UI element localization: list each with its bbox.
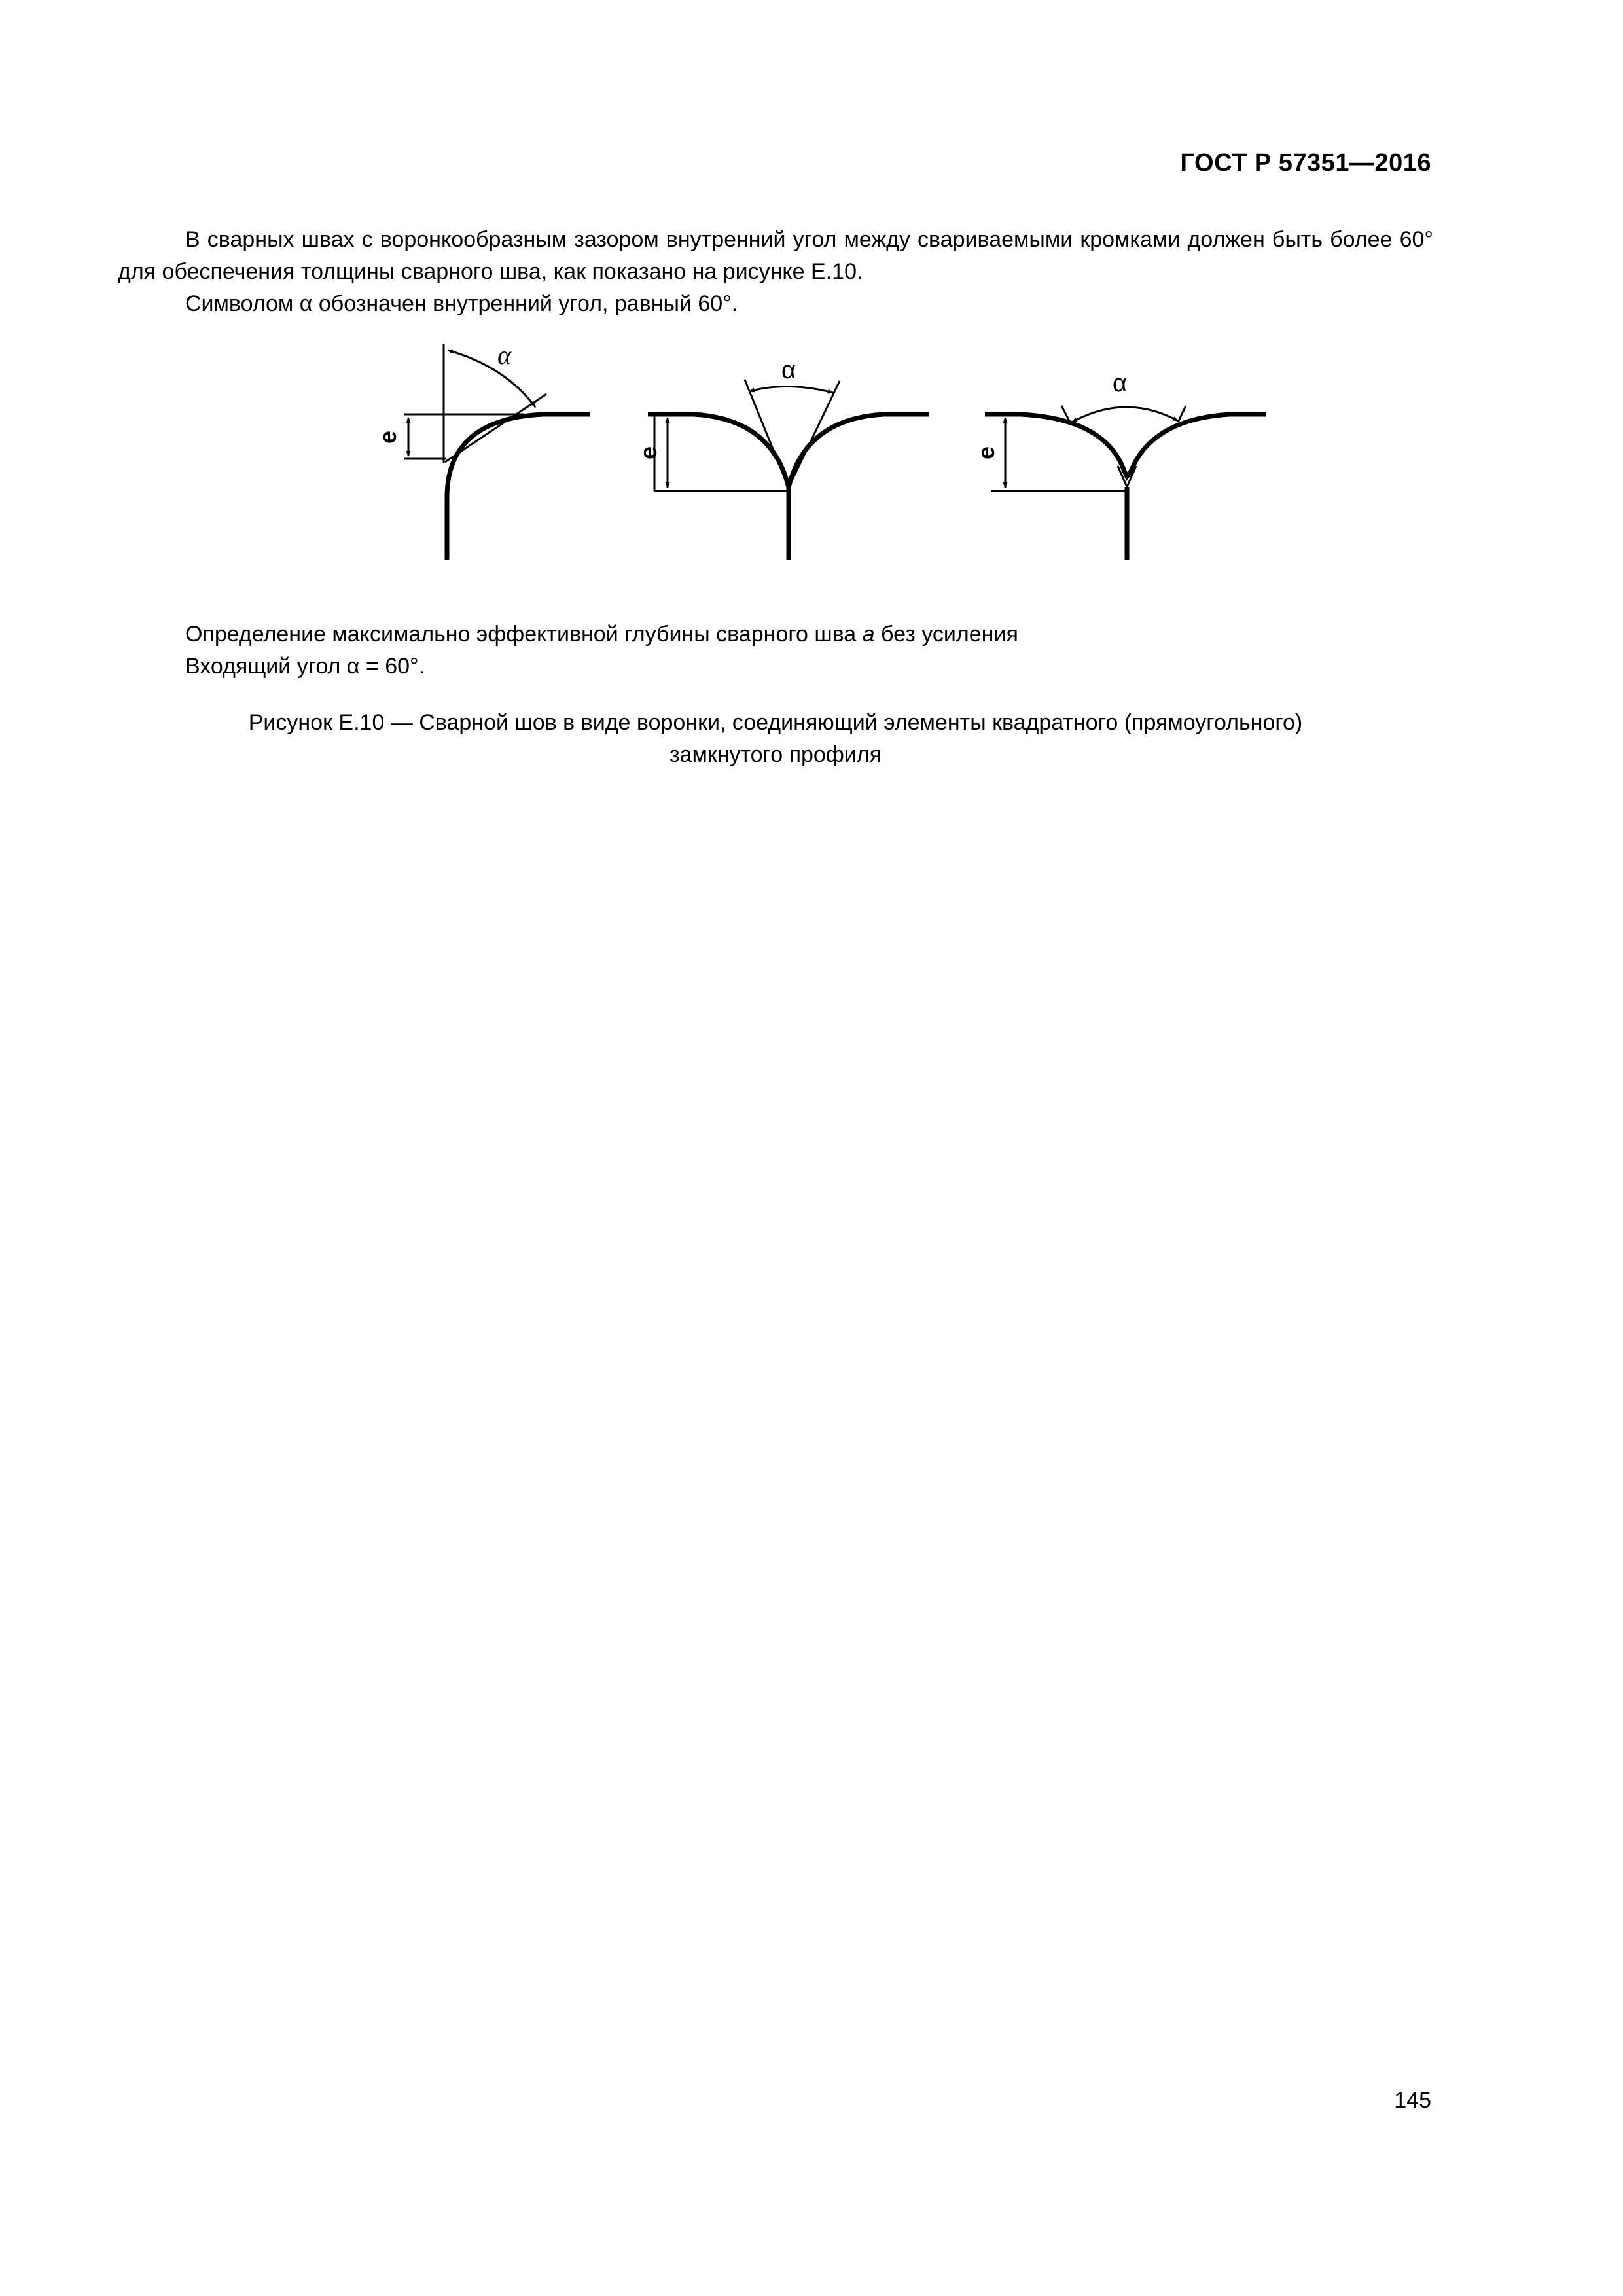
alpha-definition-paragraph: Символом α обозначен внутренний угол, равный 60°. xyxy=(185,291,738,316)
note-text-after: без усиления xyxy=(874,622,1018,647)
angle-arc xyxy=(1072,407,1178,422)
depth-label-2: e xyxy=(635,446,662,460)
note-max-depth xyxy=(185,619,1429,651)
weld-diagram xyxy=(0,0,1623,589)
right-tick xyxy=(1178,406,1186,422)
profile-outline xyxy=(985,414,1266,476)
weld-figure xyxy=(0,0,1623,589)
figure-notes xyxy=(185,619,1429,683)
profile-outline xyxy=(447,414,590,560)
note-symbol-a: a xyxy=(862,622,875,647)
right-tangent-line xyxy=(789,381,840,488)
diagram-v-weld xyxy=(648,380,929,560)
angle-arc xyxy=(448,350,535,407)
angle-arc xyxy=(749,386,833,393)
depth-label-1: e xyxy=(374,430,401,444)
note-text-before: Определение максимально эффективной глубины сварного шва xyxy=(185,622,863,647)
intro-paragraph: В сварных швах с воронкообразным зазором внутренний угол между свариваемыми кромками должен быть более 60° для обеспечения толщины сварного шва, как показано на рисунке Е.10. xyxy=(118,227,1433,284)
standard-code-header: ГОСТ Р 57351—2016 xyxy=(1180,149,1431,177)
diagram-corner-weld xyxy=(404,344,590,560)
diagram-flared-weld xyxy=(985,406,1266,560)
note-entry-angle: Входящий угол α = 60°. xyxy=(185,654,425,679)
figure-caption xyxy=(118,707,1433,771)
alpha-label-2: α xyxy=(781,357,796,384)
caption-line-1: Рисунок Е.10 — Сварной шов в виде воронки, соединяющий элементы квадратного (прямоугольного) xyxy=(248,710,1303,735)
depth-label-3: e xyxy=(972,446,999,460)
alpha-label-1: α xyxy=(497,340,511,370)
page-number: 145 xyxy=(1394,2088,1431,2113)
alpha-label-3: α xyxy=(1113,370,1127,397)
caption-line-2: замкнутого профиля xyxy=(669,742,882,767)
profile-outline xyxy=(648,414,929,488)
